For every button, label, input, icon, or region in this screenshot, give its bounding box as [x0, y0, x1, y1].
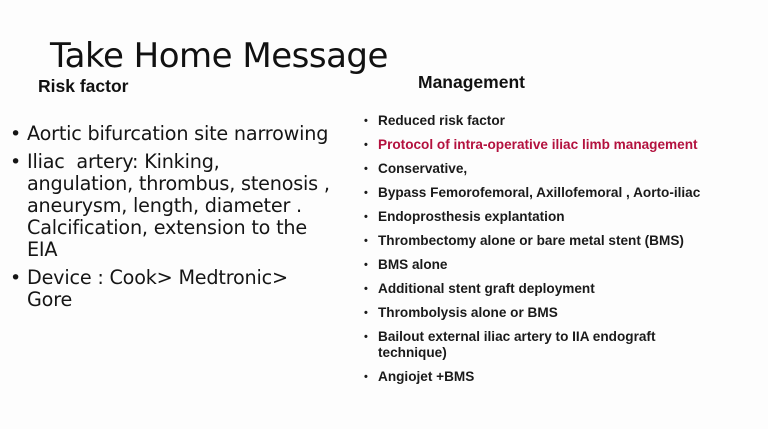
risk-factor-heading: Risk factor: [38, 76, 129, 96]
management-text: Angiojet +BMS: [378, 369, 475, 384]
risk-factor-item: [10, 150, 336, 261]
risk-factor-item: [10, 123, 330, 145]
management-item: [364, 113, 724, 129]
bullet-icon: •: [364, 139, 368, 151]
bullet-icon: •: [364, 331, 368, 343]
bullet-icon: •: [364, 115, 368, 127]
bullet-icon: •: [364, 259, 368, 271]
bullet-icon: •: [364, 235, 368, 247]
risk-factor-list: [10, 122, 336, 317]
management-text: Additional stent graft deployment: [378, 281, 595, 296]
risk-factor-text: Aortic bifurcation site narrowing: [27, 122, 329, 145]
management-item: [364, 233, 724, 249]
management-item: [364, 161, 724, 177]
management-text: BMS alone: [378, 257, 448, 272]
slide-title: Take Home Message: [50, 36, 388, 76]
management-text: Conservative,: [378, 161, 468, 176]
management-text: Protocol of intra-operative iliac limb management: [378, 137, 698, 152]
risk-factor-item: [10, 267, 330, 311]
management-item: [364, 369, 724, 385]
management-item: [364, 329, 724, 361]
bullet-icon: •: [364, 283, 368, 295]
bullet-icon: •: [10, 267, 22, 289]
management-item-highlighted: [364, 137, 724, 153]
management-text: Bypass Femorofemoral, Axillofemoral , Aorto-iliac: [378, 185, 701, 200]
management-item: [364, 305, 724, 321]
bullet-icon: •: [10, 123, 22, 145]
bullet-icon: •: [364, 163, 368, 175]
management-text: Endoprosthesis explantation: [378, 209, 565, 224]
management-item: [364, 257, 724, 273]
management-list: [364, 113, 724, 393]
bullet-icon: •: [364, 187, 368, 199]
management-text: Thrombectomy alone or bare metal stent (BMS): [378, 233, 684, 248]
management-item: [364, 185, 724, 201]
management-heading: Management: [418, 72, 525, 92]
management-text: Bailout external iliac artery to IIA endograft technique): [378, 329, 656, 360]
bullet-icon: •: [364, 371, 368, 383]
management-item: [364, 281, 724, 297]
management-text: Thrombolysis alone or BMS: [378, 305, 558, 320]
bullet-icon: •: [364, 307, 368, 319]
bullet-icon: •: [364, 211, 368, 223]
management-item: [364, 209, 724, 225]
management-text: Reduced risk factor: [378, 113, 505, 128]
risk-factor-text: Device : Cook> Medtronic> Gore: [27, 266, 288, 311]
risk-factor-text: Iliac artery: Kinking, angulation, thrombus, stenosis , aneurysm, length, diameter . Calcification, extension to the EIA: [27, 150, 336, 261]
bullet-icon: •: [10, 151, 22, 173]
